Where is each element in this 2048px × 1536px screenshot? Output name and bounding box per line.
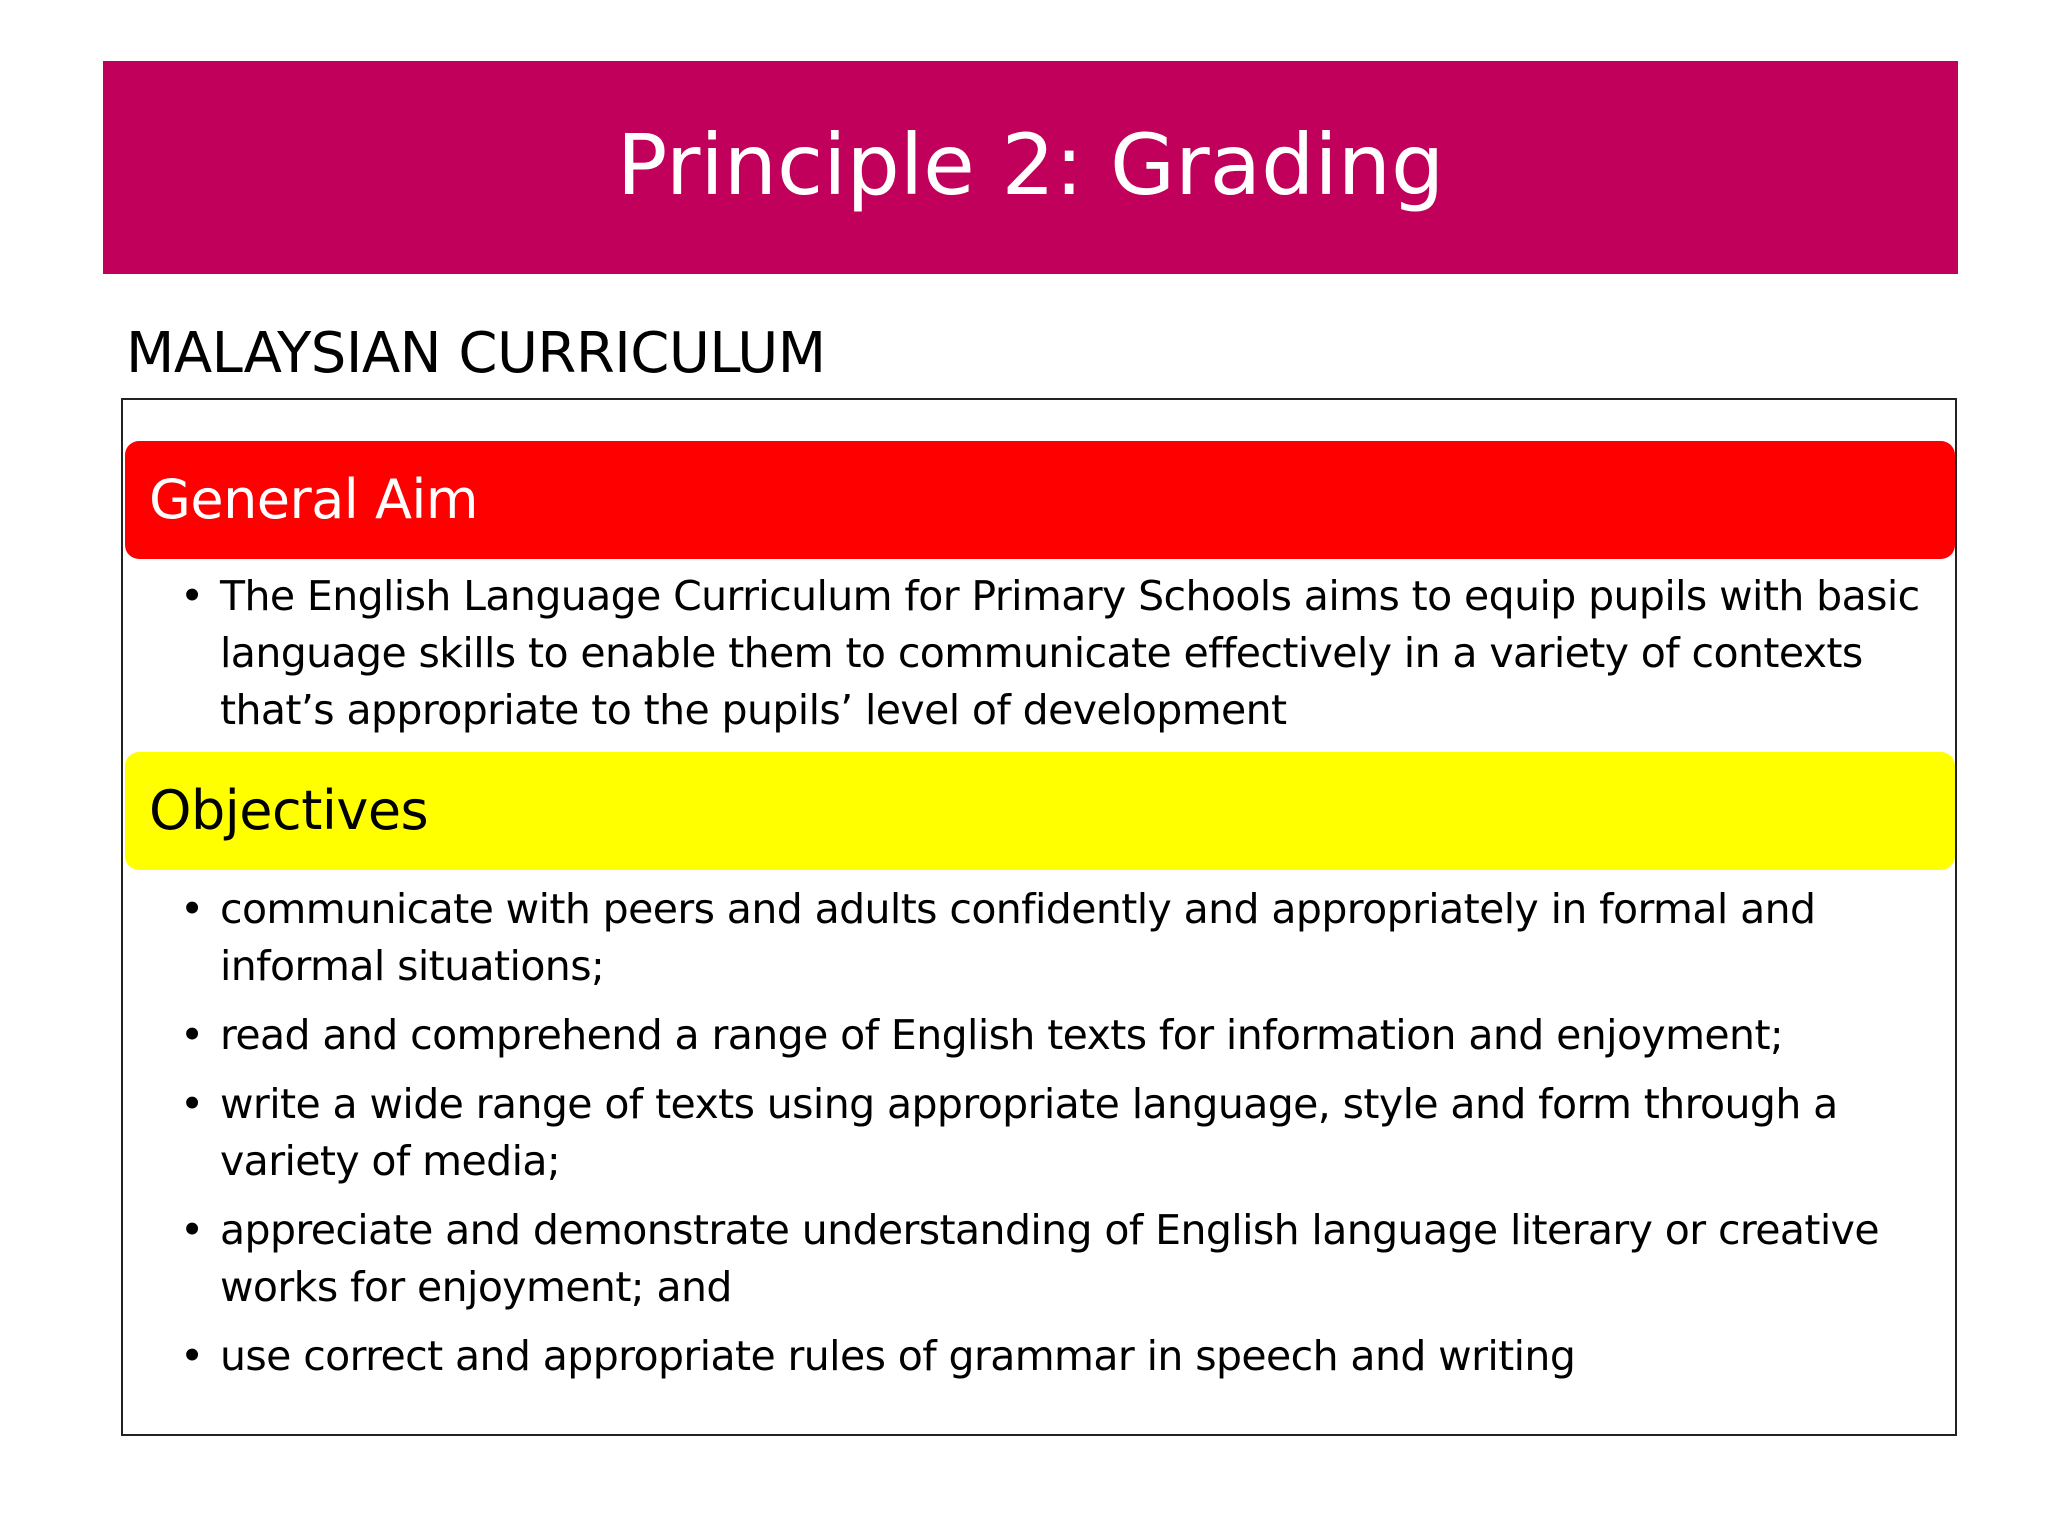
general-aim-label: General Aim [149, 468, 479, 531]
bullet-icon: • [180, 1206, 204, 1254]
general-aim-list [180, 568, 1920, 751]
list-item [180, 568, 1920, 739]
title-bar [103, 61, 1958, 274]
objectives-label: Objectives [149, 779, 429, 842]
bullet-text: communicate with peers and adults confidently and appropriately in formal and informal situations; [220, 885, 1816, 990]
bullet-icon: • [180, 885, 204, 933]
general-aim-band [125, 441, 1955, 559]
bullet-icon: • [180, 572, 204, 620]
objectives-list [180, 881, 1920, 1397]
list-item [180, 881, 1920, 995]
bullet-icon: • [180, 1011, 204, 1059]
list-item [180, 1007, 1920, 1064]
slide-title: Principle 2: Grading [616, 115, 1445, 214]
list-item [180, 1328, 1920, 1385]
bullet-icon: • [180, 1332, 204, 1380]
list-item [180, 1076, 1920, 1190]
bullet-text: read and comprehend a range of English texts for information and enjoyment; [220, 1011, 1784, 1059]
bullet-text: The English Language Curriculum for Primary Schools aims to equip pupils with basic language skills to enable them to communicate effectively in a variety of contexts that’s appropriate to the pupils’ level of development [220, 572, 1920, 734]
bullet-icon: • [180, 1080, 204, 1128]
bullet-text: appreciate and demonstrate understanding of English language literary or creative works for enjoyment; and [220, 1206, 1879, 1311]
objectives-band [125, 752, 1955, 870]
bullet-text: use correct and appropriate rules of grammar in speech and writing [220, 1332, 1576, 1380]
section-heading: MALAYSIAN CURRICULUM [126, 321, 826, 386]
list-item [180, 1202, 1920, 1316]
bullet-text: write a wide range of texts using appropriate language, style and form through a variety of media; [220, 1080, 1838, 1185]
